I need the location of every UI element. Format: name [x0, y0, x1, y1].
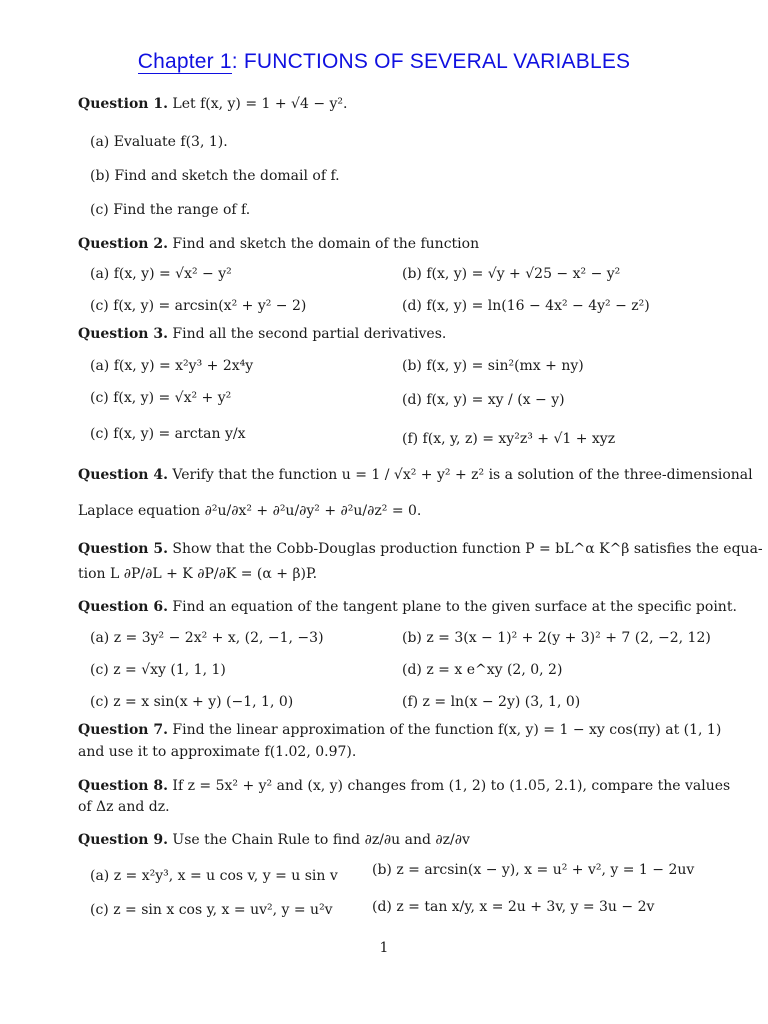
question-label: Question 8. — [78, 778, 168, 794]
question-7-continued: and use it to approximate f(1.02, 0.97). — [78, 744, 357, 760]
question-text: Verify that the function u = 1 / √x² + y² + z² is a solution of the three-dimensional — [172, 467, 753, 483]
question-2 — [78, 236, 479, 252]
q1-part-c: (c) Find the range of f. — [90, 202, 251, 218]
question-text: Find an equation of the tangent plane to the given surface at the specific point. — [172, 599, 737, 615]
page-number: 1 — [379, 940, 389, 956]
q6-part-f: (f) z = ln(x − 2y) (3, 1, 0) — [402, 694, 581, 710]
question-label: Question 3. — [78, 326, 168, 342]
q2-part-c: (c) f(x, y) = arcsin(x² + y² − 2) — [90, 298, 307, 314]
chapter-heading — [0, 50, 768, 74]
question-9 — [78, 832, 470, 848]
question-3 — [78, 326, 446, 342]
question-text: Find and sketch the domain of the function — [172, 236, 480, 252]
question-5 — [78, 541, 763, 557]
q9-part-b: (b) z = arcsin(x − y), x = u² + v², y = 1 − 2uv — [372, 862, 695, 878]
q1-part-b: (b) Find and sketch the domail of f. — [90, 168, 340, 184]
chapter-number-link[interactable]: Chapter 1 — [137, 50, 232, 73]
q1-part-a: (a) Evaluate f(3, 1). — [90, 134, 228, 150]
q6-part-a: (a) z = 3y² − 2x² + x, (2, −1, −3) — [90, 630, 324, 646]
question-text: Find the linear approximation of the function f(x, y) = 1 − xy cos(πy) at (1, 1) — [172, 722, 722, 738]
q6-part-d: (d) z = x e^xy (2, 0, 2) — [402, 662, 563, 678]
question-8-continued: of Δz and dz. — [78, 799, 170, 815]
q6-part-b: (b) z = 3(x − 1)² + 2(y + 3)² + 7 (2, −2, 12) — [402, 630, 711, 646]
question-text: Use the Chain Rule to find ∂z/∂u and ∂z/∂v — [172, 832, 470, 848]
q3-part-f: (f) f(x, y, z) = xy²z³ + √1 + xyz — [402, 431, 616, 447]
q3-part-d: (d) f(x, y) = xy / (x − y) — [402, 392, 565, 408]
q9-part-d: (d) z = tan x/y, x = 2u + 3v, y = 3u − 2v — [372, 899, 655, 915]
q9-part-c: (c) z = sin x cos y, x = uv², y = u²v — [90, 902, 333, 918]
question-4 — [78, 467, 753, 483]
question-text: Find all the second partial derivatives. — [172, 326, 447, 342]
question-label: Question 5. — [78, 541, 168, 557]
question-1 — [78, 96, 348, 112]
question-text: Let f(x, y) = 1 + √4 − y². — [172, 96, 348, 112]
question-text: If z = 5x² + y² and (x, y) changes from (1, 2) to (1.05, 2.1), compare the values — [172, 778, 731, 794]
question-label: Question 1. — [78, 96, 168, 112]
question-5-continued: tion L ∂P/∂L + K ∂P/∂K = (α + β)P. — [78, 566, 318, 582]
question-text: Show that the Cobb-Douglas production function P = bL^α K^β satisfies the equa- — [172, 541, 763, 557]
q2-part-b: (b) f(x, y) = √y + √25 − x² − y² — [402, 266, 621, 282]
q9-part-a: (a) z = x²y³, x = u cos v, y = u sin v — [90, 868, 338, 884]
q3-part-e: (c) f(x, y) = arctan y/x — [90, 426, 246, 442]
q3-part-a: (a) f(x, y) = x²y³ + 2x⁴y — [90, 358, 254, 374]
question-8 — [78, 778, 730, 794]
q3-part-c: (c) f(x, y) = √x² + y² — [90, 390, 232, 406]
q2-part-a: (a) f(x, y) = √x² − y² — [90, 266, 232, 282]
q6-part-e: (c) z = x sin(x + y) (−1, 1, 0) — [90, 694, 294, 710]
question-label: Question 2. — [78, 236, 168, 252]
question-7 — [78, 722, 721, 738]
question-label: Question 6. — [78, 599, 168, 615]
q6-part-c: (c) z = √xy (1, 1, 1) — [90, 662, 226, 678]
question-label: Question 7. — [78, 722, 168, 738]
q3-part-b: (b) f(x, y) = sin²(mx + ny) — [402, 358, 584, 374]
q2-part-d: (d) f(x, y) = ln(16 − 4x² − 4y² − z²) — [402, 298, 650, 314]
question-4-continued: Laplace equation ∂²u/∂x² + ∂²u/∂y² + ∂²u/∂z² = 0. — [78, 503, 422, 519]
chapter-title: : FUNCTIONS OF SEVERAL VARIABLES — [231, 50, 631, 73]
question-label: Question 9. — [78, 832, 168, 848]
question-label: Question 4. — [78, 467, 168, 483]
question-6 — [78, 599, 737, 615]
